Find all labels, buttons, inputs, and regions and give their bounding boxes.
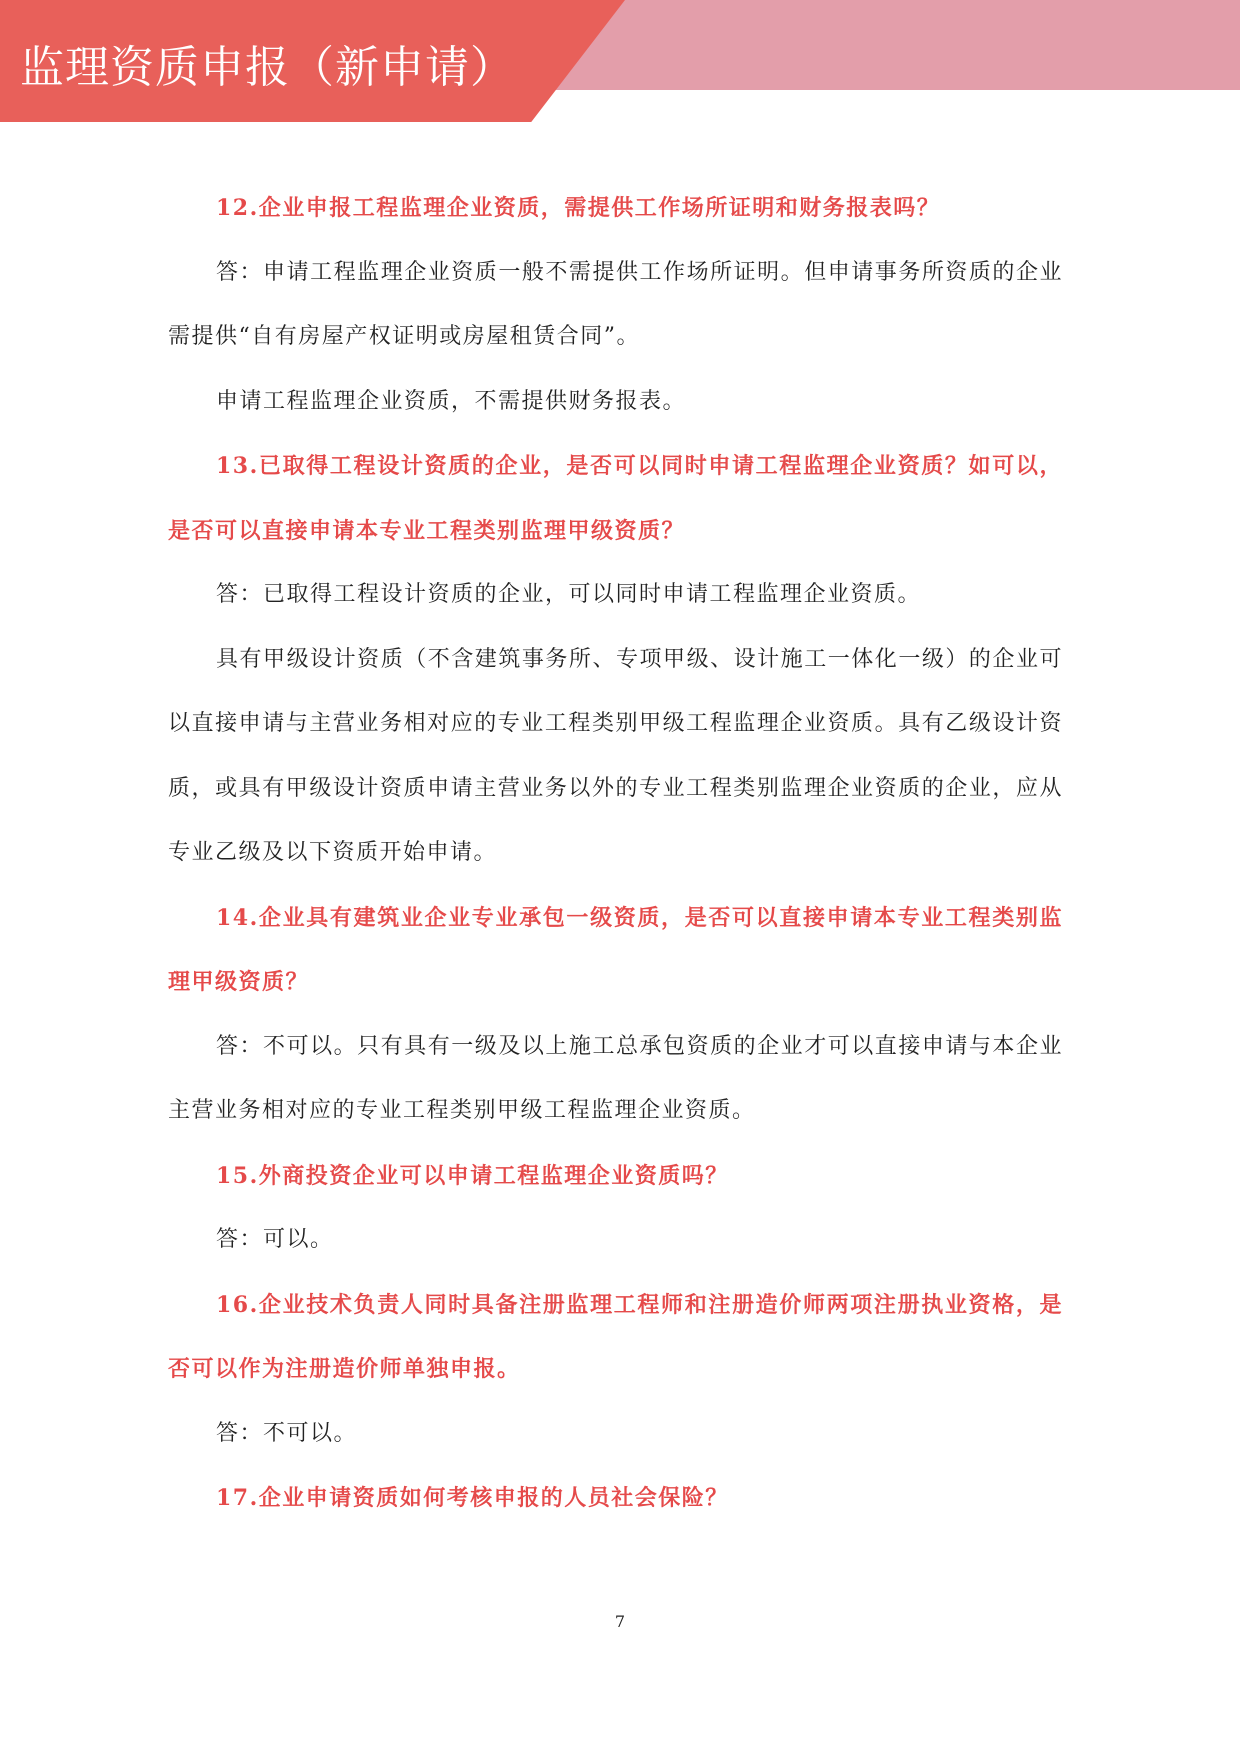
question-15: 15.外商投资企业可以申请工程监理企业资质吗？: [216, 1162, 729, 1189]
answer-13-part-2: 具有甲级设计资质（不含建筑事务所、专项甲级、设计施工一体化一级）的企业可以直接申请与主营业务相对应的专业工程类别甲级工程监理企业资质。具有乙级设计资质，或具有甲级设计资质申请主营业务以外的专业工程类别监理企业资质的企业，应从专业乙级及以下资质开始申请。: [168, 646, 1063, 865]
answer-13-part-1: 答：已取得工程设计资质的企业，可以同时申请工程监理企业资质。: [216, 582, 922, 607]
question-14: 14.企业具有建筑业企业专业承包一级资质，是否可以直接申请本专业工程类别监理甲级资质？: [168, 904, 1063, 995]
question-16: 16.企业技术负责人同时具备注册监理工程师和注册造价师两项注册执业资格，是否可以作为注册造价师单独申报。: [168, 1291, 1063, 1382]
answer-15: 答：可以。: [216, 1227, 334, 1252]
page-number: 7: [614, 1612, 626, 1631]
document-body: [168, 176, 1063, 1531]
answer-12-part-1: 答：申请工程监理企业资质一般不需提供工作场所证明。但申请事务所资质的企业需提供“自有房屋产权证明或房屋租赁合同”。: [168, 259, 1063, 349]
question-12: 12.企业申报工程监理企业资质，需提供工作场所证明和财务报表吗？: [216, 195, 941, 221]
answer-16: 答：不可以。: [216, 1420, 358, 1446]
page-title: 监理资质申报（新申请）: [20, 42, 515, 93]
question-13: 13.已取得工程设计资质的企业，是否可以同时申请工程监理企业资质？如可以，是否可以直接申请本专业工程类别监理甲级资质？: [168, 453, 1063, 544]
answer-14: 答：不可以。只有具有一级及以上施工总承包资质的企业才可以直接申请与本企业主营业务相对应的专业工程类别甲级工程监理企业资质。: [168, 1033, 1063, 1123]
answer-12-part-2: 申请工程监理企业资质，不需提供财务报表。: [216, 388, 687, 414]
question-17: 17.企业申请资质如何考核申报的人员社会保险？: [216, 1485, 729, 1511]
